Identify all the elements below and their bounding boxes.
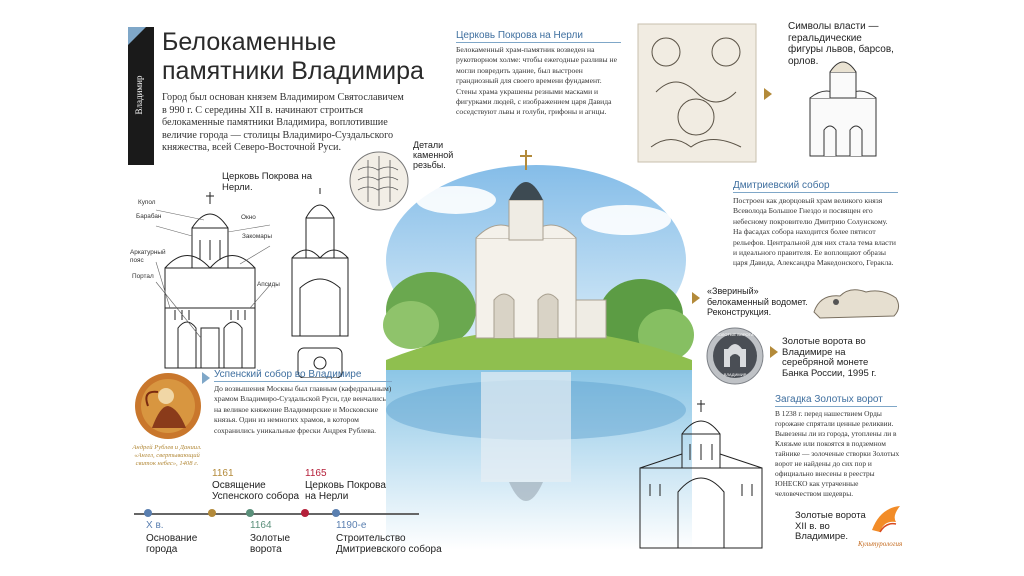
- uspensky-heading: Успенский собор во Владимире: [214, 369, 392, 382]
- timeline-event-text: Строительство Дмитриевского собора: [336, 533, 442, 555]
- zagadka-heading: Загадка Золотых ворот: [775, 394, 897, 407]
- page-title: [162, 28, 452, 86]
- rublev-caption: Андрей Рублев и Даниил. «Ангел, свертывающий свиток небес», 1408 г.: [132, 444, 202, 467]
- timeline-tick: [332, 509, 340, 517]
- label-okno: Окно: [241, 214, 256, 221]
- vodomet-caption: «Звериный» белокаменный водомет. Реконструкция.: [707, 286, 808, 317]
- timeline-year: 1161: [212, 468, 234, 479]
- uspensky-text: До возвышения Москвы был главным (кафедральным) храмом Владимиро-Суздальской Руси, где венчались на великое княжение Владимирские и Московские князья. Один из немногих храмов, в котором сохранились уникальные фрески Андрея Рублева.: [214, 384, 392, 435]
- intro-text: Город был основан князем Владимиром Святославичем в 990 г. С середины XII в. начинают строиться белокаменные памятники Владимира, воплотившие величие города — столицы Владимиро-Суздальского княжества, всей Северо-Восточной Руси.: [162, 92, 404, 154]
- gates-caption: Золотые ворота XII в. во Владимире.: [795, 510, 866, 542]
- signature: Культурология: [858, 540, 903, 548]
- coin-top-text: ЗОЛОТЫЕ ВОРОТА: [716, 332, 754, 337]
- timeline-year: 1165: [305, 468, 327, 479]
- diagram-caption: Церковь Покрова на Нерли.: [222, 171, 313, 193]
- timeline-event-text: Основание города: [146, 533, 198, 555]
- symbols-caption: Символы власти — геральдические фигуры львов, барсов, орлов.: [788, 21, 894, 67]
- timeline-tick: [208, 509, 216, 517]
- dmitr-heading: Дмитриевский собор: [733, 180, 898, 193]
- timeline-tick: [144, 509, 152, 517]
- label-kupol: Купол: [138, 199, 156, 206]
- title-line-2: памятники Владимира: [162, 57, 424, 85]
- timeline-axis: [134, 513, 419, 515]
- firebird-logo-icon: [866, 502, 906, 536]
- label-portal: Портал: [132, 273, 154, 280]
- rublev-angel-icon: [134, 372, 202, 440]
- side-tab-label: Владимир: [134, 75, 144, 115]
- coin-bottom-text: ВЛАДИМИР: [723, 372, 747, 377]
- vodomet-marker: [692, 292, 700, 304]
- title-line-1: Белокаменные: [162, 28, 337, 56]
- golden-gates-drawing: [626, 400, 776, 552]
- zagadka-text: В 1238 г. перед нашествием Орды горожане спрятали ценные реликвии. Вывезены ли из города, утоплены ли в Клязьме или покоятся в подземном тайнике — золоченые створки Золотых ворот не найдены до сих пор и официально внесены в реестры ЮНЕСКО как утраченные человечеством шедевры.: [775, 409, 900, 498]
- label-arkatur: Аркатурный пояс: [130, 249, 166, 264]
- dmitr-text: Построен как дворцовый храм великого князя Всеволода Большое Гнездо и посвящен его небесному покровителю Дмитрию Солунскому. На фасадах собора находится более пятисот рельефов. Центральной для них стала тема власти и идеального правителя. Ее воплощают образы царя Давида, Александра Македонского, Геракла.: [733, 196, 896, 268]
- pokrov-heading: Церковь Покрова на Нерли: [456, 30, 621, 43]
- coin-caption: Золотые ворота во Владимире на серебряной монете Банка России, 1995 г.: [782, 336, 877, 379]
- coin-marker: [770, 346, 778, 358]
- symbols-marker: [764, 88, 772, 100]
- timeline-year: X в.: [146, 520, 164, 531]
- dmitrievsky-sketch: [800, 50, 886, 162]
- label-apsidy: Апсиды: [257, 281, 280, 288]
- timeline-event-text: Церковь Покрова на Нерли: [305, 480, 386, 502]
- timeline-tick: [301, 509, 309, 517]
- vodomet-image: [810, 282, 904, 324]
- timeline-event-text: Освящение Успенского собора: [212, 480, 300, 502]
- timeline-year: 1190-е: [336, 520, 367, 531]
- label-zakomary: Закомары: [242, 233, 272, 240]
- label-baraban: Барабан: [136, 213, 162, 220]
- pokrov-text: Белокаменный храм-памятник возведен на рукотворном холме: чтобы ежегодные разливы не могли повредить здание, был выстроен грандиозный для своего времени фундамент. Стены храма украшены резными масками и фигурками людей, с изображением царя Давида соседствуют львы и голуби, грифоны и агнцы.: [456, 45, 617, 117]
- timeline-event-text: Золотые ворота: [250, 533, 290, 555]
- timeline-year: 1164: [250, 520, 272, 531]
- carving-caption: Детали каменной резьбы.: [413, 140, 454, 170]
- timeline-tick: [246, 509, 254, 517]
- side-tab-corner: [128, 27, 146, 45]
- uspensky-marker: [202, 372, 210, 384]
- relief-carving-image: [636, 22, 758, 164]
